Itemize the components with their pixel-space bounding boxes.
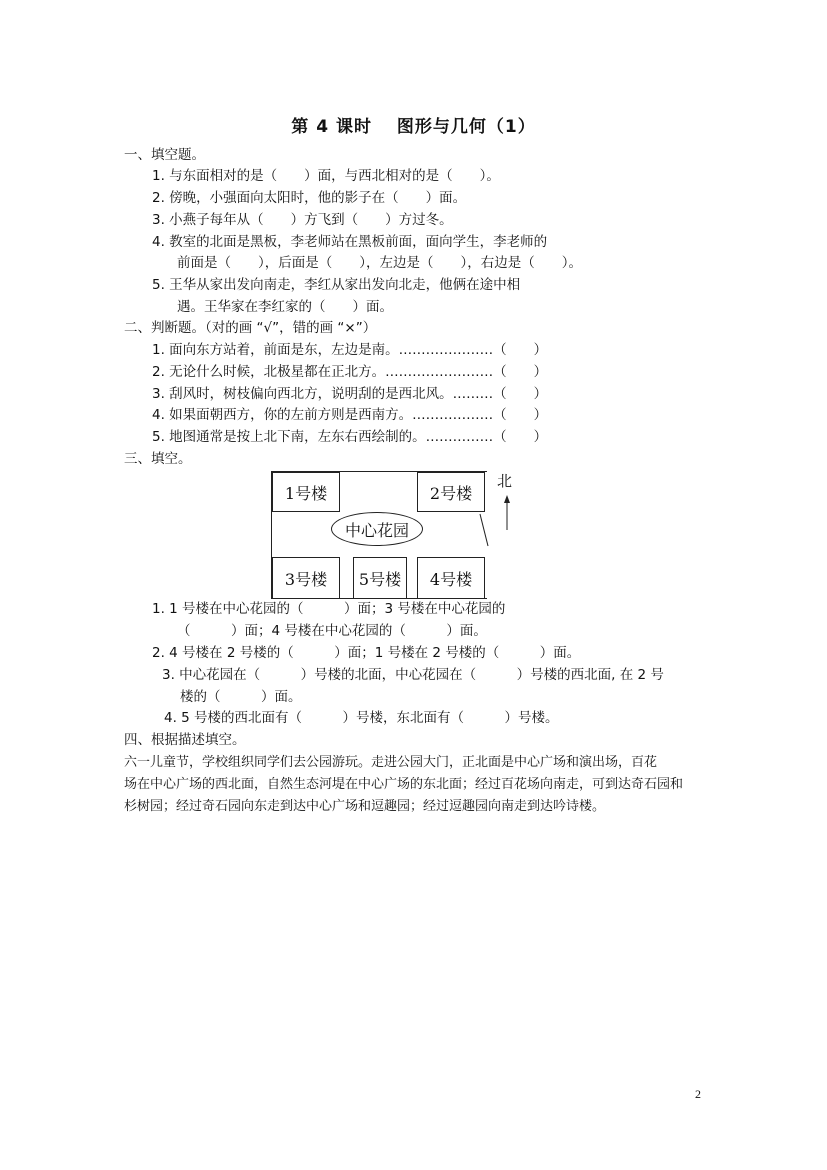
north-arrow-icon — [500, 494, 514, 532]
gate-line — [478, 512, 494, 552]
question-line: 4. 教室的北面是黑板，李老师站在黑板前面，面向学生，李老师的 — [152, 234, 548, 250]
question-line: 5. 王华从家出发向南走，李红从家出发向北走，他俩在途中相 — [152, 277, 521, 293]
question-line: 2. 傍晚，小强面向太阳时，他的影子在（ ）面。 — [152, 190, 467, 206]
map-question-line: 1. 1 号楼在中心花园的（ ）面；3 号楼在中心花园的 — [152, 601, 506, 617]
page-number: 2 — [695, 1087, 701, 1101]
building-4: 4号楼 — [417, 557, 485, 599]
map-question-line: 楼的（ ）面。 — [180, 689, 302, 705]
map-question-line: （ ）面；4 号楼在中心花园的（ ）面。 — [177, 623, 487, 639]
section-heading-map: 三、填空。 — [124, 451, 192, 467]
judge-item: 3. 刮风时，树枝偏向西北方，说明刮的是西北风。………（ ） — [152, 386, 548, 402]
section-heading-fill: 一、填空题。 — [124, 147, 205, 163]
building-1: 1号楼 — [272, 472, 340, 512]
building-2: 2号楼 — [417, 472, 485, 512]
paragraph-line: 杉树园；经过奇石园向东走到达中心广场和逗趣园；经过逗趣园向南走到达吟诗楼。 — [124, 799, 606, 814]
map-diagram — [271, 471, 487, 599]
judge-item: 4. 如果面朝西方，你的左前方则是西南方。………………（ ） — [152, 407, 548, 423]
north-label: 北 — [497, 472, 513, 490]
section-heading-describe: 四、根据描述填空。 — [124, 732, 246, 748]
question-line: 前面是（ ），后面是（ ），左边是（ ），右边是（ ）。 — [177, 255, 582, 271]
map-question-line: 4. 5 号楼的西北面有（ ）号楼，东北面有（ ）号楼。 — [164, 710, 559, 726]
judge-item: 1. 面向东方站着，前面是东，左边是南。…………………（ ） — [152, 342, 548, 358]
section-heading-judge: 二、判断题。（对的画 “√”，错的画 “×”） — [124, 320, 377, 336]
page-title: 第 4 课时 图形与几何（1） — [291, 117, 536, 137]
judge-item: 5. 地图通常是按上北下南，左东右西绘制的。……………（ ） — [152, 429, 548, 445]
map-question-line: 3. 中心花园在（ ）号楼的北面，中心花园在（ ）号楼的西北面, 在 2 号 — [162, 667, 664, 683]
question-line: 3. 小燕子每年从（ ）方飞到（ ）方过冬。 — [152, 212, 453, 228]
building-3: 3号楼 — [272, 557, 340, 599]
question-line: 1. 与东面相对的是（ ）面，与西北相对的是（ ）。 — [152, 168, 500, 184]
paragraph-line: 六一儿童节，学校组织同学们去公园游玩。走进公园大门，正北面是中心广场和演出场，百花 — [124, 755, 658, 770]
central-garden: 中心花园 — [331, 512, 423, 546]
question-line: 遇。王华家在李红家的（ ）面。 — [177, 299, 393, 315]
building-5: 5号楼 — [353, 557, 407, 599]
paragraph-line: 场在中心广场的西北面，自然生态河堤在中心广场的东北面；经过百花场向南走，可到达奇石园和 — [124, 777, 684, 792]
judge-item: 2. 无论什么时候，北极星都在正北方。……………………（ ） — [152, 364, 548, 380]
map-question-line: 2. 4 号楼在 2 号楼的（ ）面；1 号楼在 2 号楼的（ ）面。 — [152, 645, 581, 661]
